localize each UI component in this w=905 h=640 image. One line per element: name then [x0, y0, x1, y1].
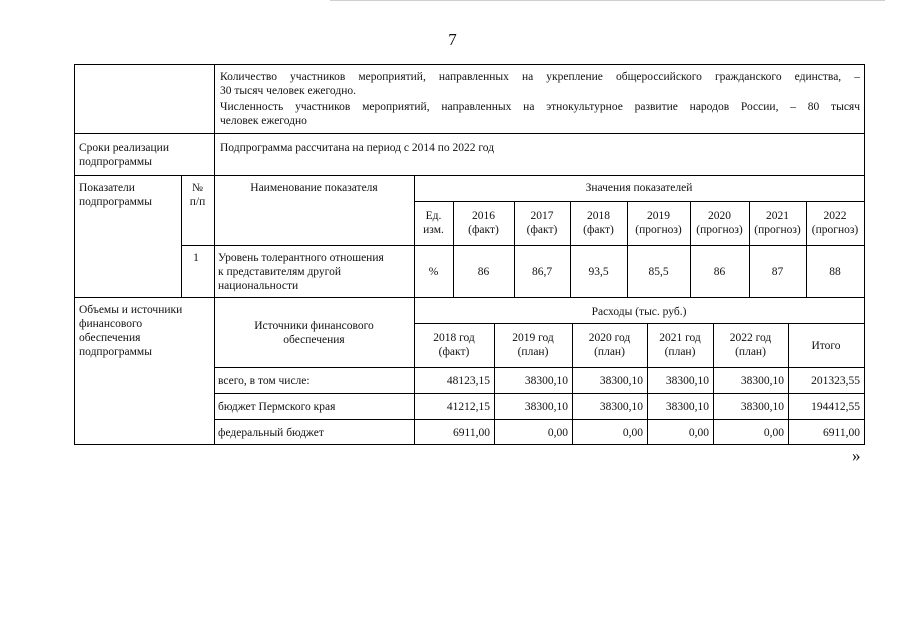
indicator-value-2019: 85,5 [648, 266, 669, 278]
finance-source-total: всего, в том числе: [218, 375, 310, 387]
finance-federal-2018: 6911,00 [453, 427, 490, 439]
indicator-year-2021: 2021 [766, 210, 789, 222]
indicator-name-line-1: Уровень толерантного отношения [218, 252, 384, 264]
indicator-name-line-2: к представителям другой [218, 266, 341, 278]
finance-year-type-2021: (план) [664, 346, 696, 358]
finance-federal-2021: 0,00 [688, 427, 709, 439]
finance-total-2018: 48123,15 [446, 375, 490, 387]
indicator-value-2018: 93,5 [588, 266, 609, 278]
indicator-year-2016: 2016 [472, 210, 495, 222]
finance-total-2021: 38300,10 [665, 375, 709, 387]
finance-regional-sum: 194412,55 [811, 401, 860, 413]
unit-header-line-1: Ед. [425, 210, 442, 222]
indicator-value-2020: 86 [713, 266, 726, 278]
terms-label-line-2: подпрограммы [79, 156, 152, 168]
finance-year-type-2018: (факт) [438, 346, 470, 358]
terms-label-line-1: Сроки реализации [79, 142, 169, 154]
finance-regional-2020: 38300,10 [599, 401, 643, 413]
finance-year-type-2019: (план) [517, 346, 549, 358]
indicator-value-2022: 88 [829, 266, 841, 278]
targets-line-1: Количество участников мероприятий, направленных на укрепление общероссийского гражданского единства, – [220, 71, 860, 83]
finance-federal-sum: 6911,00 [823, 427, 860, 439]
indicator-year-2019: 2019 [647, 210, 670, 222]
finance-year-2018: 2018 год [433, 332, 475, 344]
terms-text: Подпрограмма рассчитана на период с 2014 по 2022 год [220, 142, 495, 154]
indicator-unit: % [428, 266, 439, 278]
finance-year-2021: 2021 год [659, 332, 701, 344]
indicators-label-line-2: подпрограммы [79, 196, 152, 208]
finance-total-2022: 38300,10 [740, 375, 784, 387]
unit-header-line-2: изм. [423, 224, 444, 236]
expenses-header: Расходы (тыс. руб.) [591, 306, 687, 318]
targets-line-4: человек ежегодно [220, 115, 307, 127]
indicator-year-type-2021: (прогноз) [754, 224, 801, 236]
scan-edge-line [330, 0, 885, 1]
indicator-year-2020: 2020 [708, 210, 731, 222]
closing-quote: » [852, 446, 861, 465]
indicator-value-2021: 87 [771, 266, 784, 278]
source-header-line-1: Источники финансового [254, 320, 374, 332]
finance-regional-2022: 38300,10 [740, 401, 784, 413]
indicator-year-type-2020: (прогноз) [696, 224, 743, 236]
indicator-value-2016: 86 [477, 266, 490, 278]
indicator-row-number: 1 [193, 252, 199, 264]
finance-year-2019: 2019 год [512, 332, 554, 344]
finance-total-header: Итого [811, 340, 841, 352]
finance-year-2022: 2022 год [729, 332, 772, 344]
indicator-year-type-2016: (факт) [468, 224, 499, 236]
passport-table [74, 64, 865, 445]
targets-line-3: Численность участников мероприятий, направленных на этнокультурное развитие народов России, – 80 тысяч [220, 101, 860, 113]
finance-source-regional: бюджет Пермского края [218, 401, 336, 413]
finance-federal-2020: 0,00 [622, 427, 643, 439]
finance-year-type-2022: (план) [735, 346, 766, 358]
finance-regional-2019: 38300,10 [524, 401, 568, 413]
finance-source-federal: федеральный бюджет [218, 427, 324, 439]
indicator-year-type-2017: (факт) [526, 224, 558, 236]
finance-label-line-3: обеспечения [79, 332, 141, 344]
indicator-year-type-2022: (прогноз) [811, 224, 859, 236]
finance-total-sum: 201323,55 [811, 375, 860, 387]
targets-line-2: 30 тысяч человек ежегодно. [220, 85, 356, 97]
indicator-value-2017: 86,7 [531, 266, 553, 278]
indicator-year-type-2018: (факт) [583, 224, 614, 236]
indicator-year-2017: 2017 [530, 210, 554, 222]
num-header-line-2: п/п [189, 196, 206, 208]
finance-federal-2022: 0,00 [763, 427, 784, 439]
finance-year-type-2020: (план) [594, 346, 625, 358]
indicator-year-2018: 2018 [587, 210, 610, 222]
values-header: Значения показателей [585, 182, 693, 194]
finance-label-line-2: финансового [79, 318, 143, 330]
indicator-name-header: Наименование показателя [250, 182, 378, 194]
page-number: 7 [448, 30, 457, 49]
finance-total-2020: 38300,10 [599, 375, 643, 387]
source-header-line-2: обеспечения [283, 334, 345, 346]
indicator-year-type-2019: (прогноз) [635, 224, 682, 236]
finance-federal-2019: 0,00 [547, 427, 568, 439]
indicators-label-line-1: Показатели [79, 182, 135, 194]
indicator-year-2022: 2022 [823, 210, 847, 222]
num-header-line-1: № [192, 182, 203, 194]
finance-label-line-4: подпрограммы [79, 346, 152, 358]
finance-regional-2018: 41212,15 [446, 401, 490, 413]
finance-regional-2021: 38300,10 [665, 401, 709, 413]
indicator-name-line-3: национальности [218, 280, 299, 292]
finance-year-2020: 2020 год [588, 332, 631, 344]
finance-total-2019: 38300,10 [524, 375, 568, 387]
finance-label-line-1: Объемы и источники [79, 304, 183, 316]
